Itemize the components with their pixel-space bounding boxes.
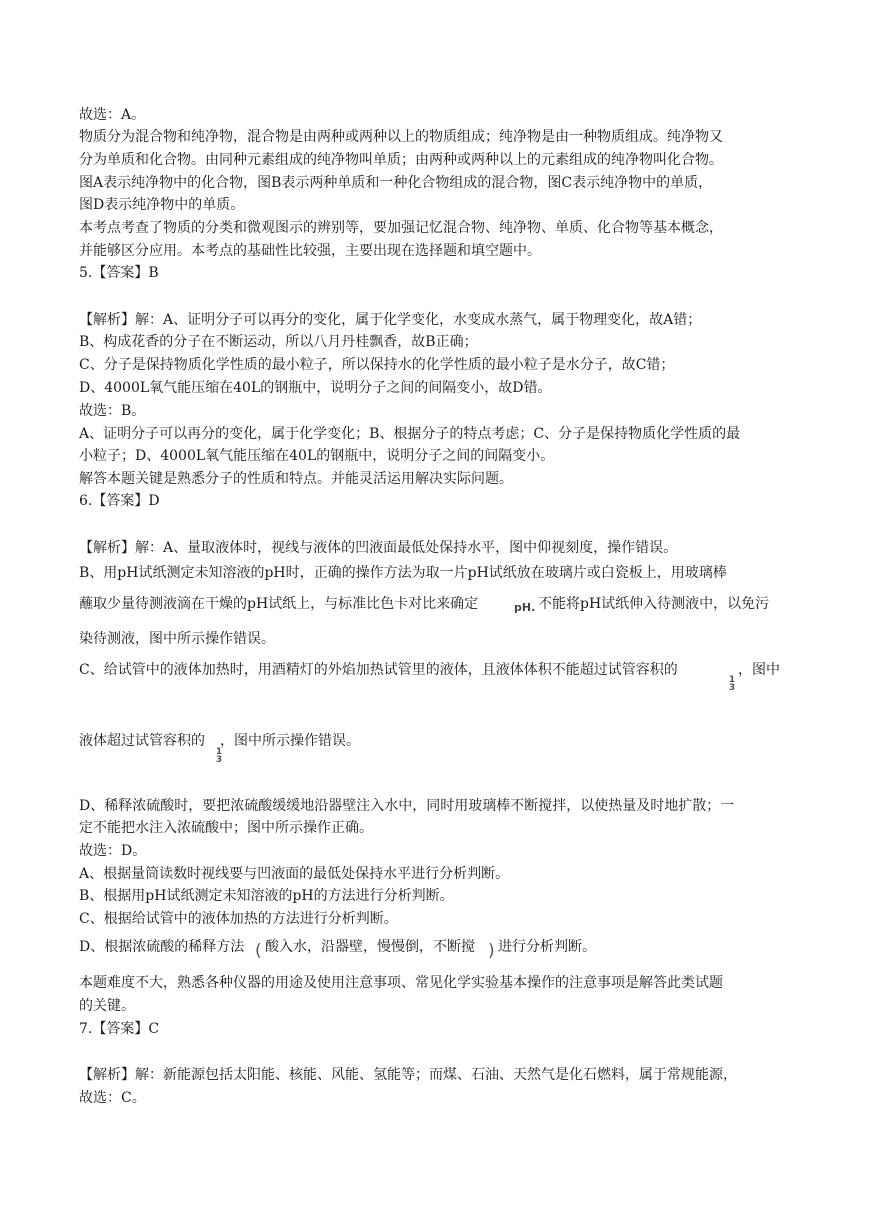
text-line: 染待测液，图中所示操作错误。 [79,631,275,647]
text-line: 并能够区分应用。本考点的基础性比较强，主要出现在选择题和填空题中。 [79,243,541,259]
text-line: 本题难度不大，熟悉各种仪器的用途及使用注意事项、常见化学实验基本操作的注意事项是解答此类试题 [79,975,723,991]
text-line: 图D表示纯净物中的单质。 [79,197,245,213]
paren-image: ( [255,941,262,961]
text-line: B、构成花香的分子在不断运动，所以八月丹桂飘香，故B正确； [79,334,478,350]
text-line: 小粒子；D、4000L氧气能压缩在40L的钢瓶中，说明分子之间的间隔变小。 [79,448,555,464]
answer-heading: 6.【答案】D [79,493,160,509]
text-line: D、4000L氧气能压缩在40L的钢瓶中，说明分子之间的间隔变小，故D错。 [79,380,552,396]
text-line: 不能将pH试纸伸入待测液中，以免污 [538,596,770,612]
text-line: D、根据浓硫酸的稀释方法 [79,939,245,955]
text-line: 故选：C。 [79,1090,146,1106]
text-line: ，图中 [738,662,780,678]
text-line: 分为单质和化合物。由同种元素组成的纯净物叫单质；由两种或两种以上的元素组成的纯净物叫化合物。 [79,152,723,168]
text-line: 【解析】解：新能源包括太阳能、核能、风能、氢能等；而煤、石油、天然气是化石燃料，属于常规能源， [79,1067,737,1083]
text-line: 【解析】解：A、量取液体时，视线与液体的凹液面最低处保持水平，图中仰视刻度，操作错误。 [79,540,678,556]
text-line: B、根据用pH试纸测定未知溶液的pH的方法进行分析判断。 [79,888,454,904]
answer-heading: 5.【答案】B [79,265,159,281]
text-line: 定不能把水注入浓硫酸中；图中所示操作正确。 [79,820,373,836]
text-line: D、稀释浓硫酸时，要把浓硫酸缓缓地沿器壁注入水中，同时用玻璃棒不断搅拌，以使热量及时地扩散；一 [79,798,735,814]
fraction-image: 1 3 [215,747,223,765]
text-line: 本考点考查了物质的分类和微观图示的辨别等，要加强记忆混合物、纯净物、单质、化合物等基本概念， [79,220,723,236]
text-line: A、证明分子可以再分的变化，属于化学变化；B、根据分子的特点考虑；C、分子是保持物质化学性质的最 [79,426,741,442]
text-line: 故选：D。 [79,843,147,859]
text-line: C、给试管中的液体加热时，用酒精灯的外焰加热试管里的液体，且液体体积不能超过试管容积的 [79,662,678,678]
formula-image-ph: pH. [514,601,536,614]
text-line: 蘸取少量待测液滴在干燥的pH试纸上，与标准比色卡对比来确定 [79,596,479,612]
text-line: 图A表示纯净物中的化合物，图B表示两种单质和一种化合物组成的混合物，图C表示纯净物中的单质， [79,175,713,191]
text-line: ，图中所示操作错误。 [220,733,360,749]
paren-image: ) [488,941,495,961]
text-line: 物质分为混合物和纯净物，混合物是由两种或两种以上的物质组成；纯净物是由一种物质组成。纯净物又 [79,129,723,145]
text-line: A、根据量筒读数时视线要与凹液面的最低处保持水平进行分析判断。 [79,866,510,882]
answer-heading: 7.【答案】C [79,1021,160,1037]
text-line: 进行分析判断。 [498,939,596,955]
text-line: B、用pH试纸测定未知溶液的pH时，正确的操作方法为取一片pH试纸放在玻璃片或白瓷板上，用玻璃棒 [79,565,727,581]
text-line: C、分子是保持物质化学性质的最小粒子，所以保持水的化学性质的最小粒子是水分子，故C错； [79,357,675,373]
text-line: 液体超过试管容积的 [79,733,205,749]
text-line: C、根据给试管中的液体加热的方法进行分析判断。 [79,911,398,927]
text-line: 解答本题关键是熟悉分子的性质和特点。并能灵活运用解决实际问题。 [79,471,513,487]
text-line: 的关键。 [79,998,135,1014]
fraction-image: 1 3 [728,675,736,693]
text-line: 故选：A。 [79,107,146,123]
text-line: 酸入水，沿器壁，慢慢倒，不断搅 [265,939,475,955]
text-line: 故选：B。 [79,403,146,419]
text-line: 【解析】解：A、证明分子可以再分的变化，属于化学变化，水变成水蒸气，属于物理变化，故A错； [79,312,702,328]
